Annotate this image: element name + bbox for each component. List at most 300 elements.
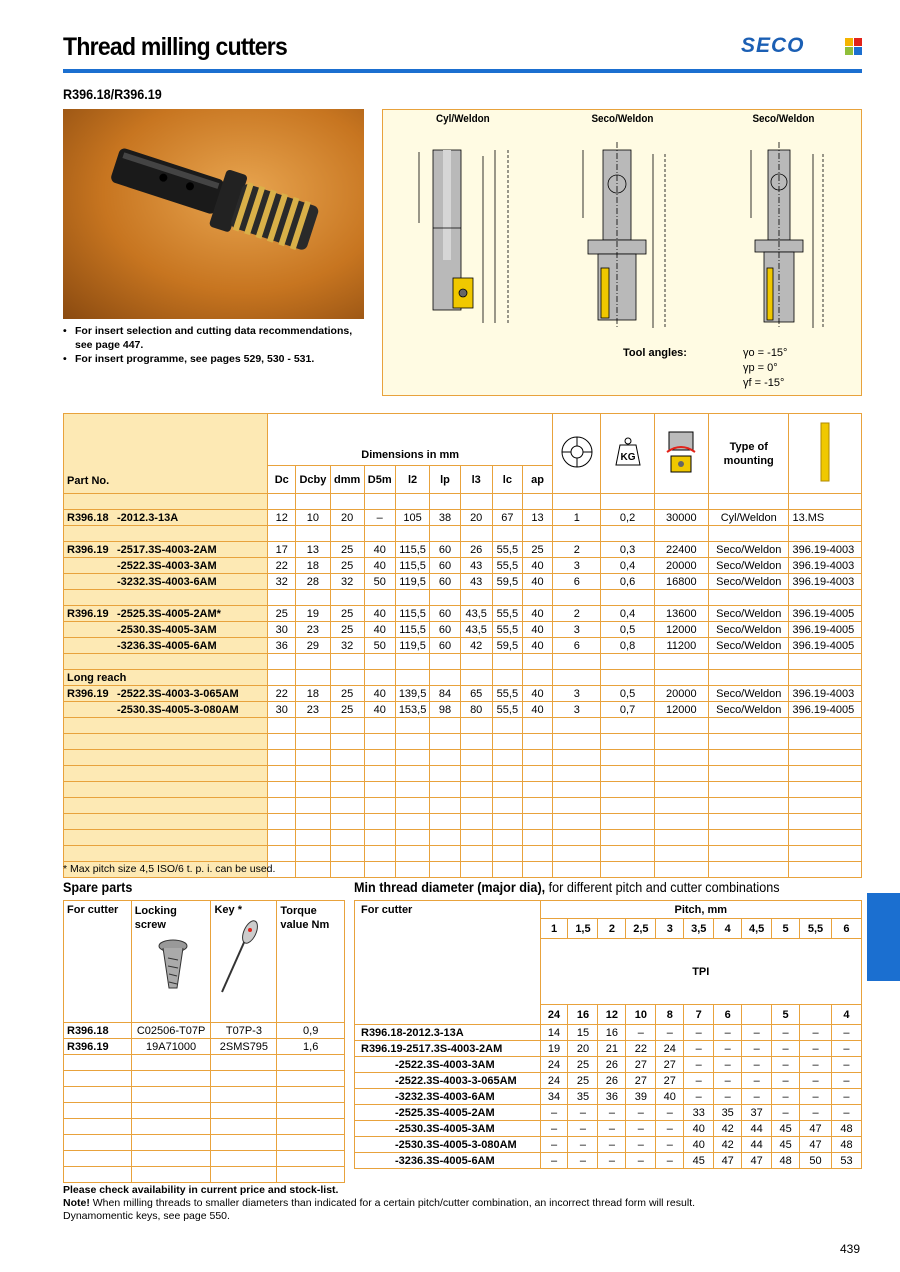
table-cell <box>460 734 492 750</box>
table-cell: – <box>742 1073 772 1089</box>
table-cell <box>522 798 552 814</box>
table-cell <box>395 862 430 878</box>
table-cell: 55,5 <box>492 558 522 574</box>
table-cell: 115,5 <box>395 558 430 574</box>
table-cell <box>296 814 330 830</box>
tpi-value: 4 <box>831 1005 861 1025</box>
table-cell <box>492 494 522 510</box>
table-cell <box>296 526 330 542</box>
table-cell: 1,6 <box>277 1039 345 1055</box>
part-prefix: R396.19 <box>67 607 109 620</box>
logo-mark-icon <box>845 38 862 55</box>
table-cell <box>492 654 522 670</box>
table-cell: – <box>800 1041 832 1057</box>
table-cell <box>277 1071 345 1087</box>
table-cell: 37 <box>742 1105 772 1121</box>
min-header-cutter: For cutter <box>355 901 541 1025</box>
note-label: Note! <box>63 1197 90 1209</box>
table-cell <box>268 494 296 510</box>
table-row <box>64 798 862 814</box>
part-code: -2525.3S-4005-2AM* <box>117 607 221 620</box>
table-cell: – <box>626 1121 656 1137</box>
table-cell: 40 <box>656 1089 684 1105</box>
table-cell: 119,5 <box>395 638 430 654</box>
table-cell <box>601 526 654 542</box>
table-cell <box>460 782 492 798</box>
table-cell <box>654 590 708 606</box>
part-code: -2530.3S-4005-3-080AM <box>117 703 239 716</box>
table-cell <box>364 526 395 542</box>
table-cell: 40 <box>364 686 395 702</box>
table-cell <box>330 590 364 606</box>
table-cell: 18 <box>296 558 330 574</box>
table-cell: – <box>656 1137 684 1153</box>
header-rule <box>63 69 862 73</box>
table-row <box>64 686 862 702</box>
table-cell <box>601 494 654 510</box>
table-cell <box>296 782 330 798</box>
part-number <box>64 510 268 526</box>
table-cell <box>789 718 862 734</box>
table-cell <box>492 782 522 798</box>
col-dmm: dmm <box>330 466 364 494</box>
table-cell: 396.19-4005 <box>789 638 862 654</box>
table-cell: 29 <box>296 638 330 654</box>
footnote: * Max pitch size 4,5 ISO/6 t. p. i. can be used. <box>63 863 276 875</box>
table-cell <box>211 1167 277 1183</box>
table-cell: 3 <box>553 622 601 638</box>
table-cell <box>395 734 430 750</box>
weight-kg-label: KG <box>620 452 636 463</box>
table-cell: 0,9 <box>277 1023 345 1039</box>
table-cell <box>789 814 862 830</box>
pitch-value: 2,5 <box>626 919 656 939</box>
table-cell: 26 <box>598 1073 626 1089</box>
key-wrench-icon <box>789 414 862 494</box>
table-cell: 22 <box>268 558 296 574</box>
pitch-value: 5 <box>772 919 800 939</box>
table-row <box>64 510 862 526</box>
table-cell <box>430 830 460 846</box>
table-cell <box>789 798 862 814</box>
table-cell: 40 <box>364 558 395 574</box>
table-row <box>355 1073 862 1089</box>
table-cell: 45 <box>772 1137 800 1153</box>
min-thread-title-bold: Min thread diameter (major dia), <box>354 879 546 895</box>
table-cell: 84 <box>430 686 460 702</box>
table-cell: 3 <box>553 702 601 718</box>
table-cell <box>654 862 708 878</box>
table-cell: 0,4 <box>601 606 654 622</box>
table-row <box>64 750 862 766</box>
table-cell: 50 <box>364 638 395 654</box>
warning-note <box>63 1197 695 1210</box>
table-cell: – <box>831 1089 861 1105</box>
table-cell: 2 <box>553 542 601 558</box>
table-cell <box>553 734 601 750</box>
table-row <box>64 654 862 670</box>
table-cell: 43,5 <box>460 622 492 638</box>
cutter-name: R396.19-2517.3S-4003-2AM <box>355 1041 541 1057</box>
table-cell: 13600 <box>654 606 708 622</box>
table-cell: 396.19-4005 <box>789 702 862 718</box>
table-cell <box>553 798 601 814</box>
table-cell: Seco/Weldon <box>709 702 789 718</box>
table-row <box>64 702 862 718</box>
table-cell <box>277 1167 345 1183</box>
table-cell: 20 <box>460 510 492 526</box>
col-dcby: Dcby <box>296 466 330 494</box>
table-cell <box>330 766 364 782</box>
table-cell: R396.18 <box>64 1023 132 1039</box>
table-cell: 35 <box>714 1105 742 1121</box>
col-d5m: D5m <box>364 466 395 494</box>
table-cell: 30000 <box>654 510 708 526</box>
table-cell <box>654 782 708 798</box>
table-cell: 55,5 <box>492 606 522 622</box>
table-cell <box>277 1103 345 1119</box>
table-cell: R396.19 <box>64 1039 132 1055</box>
table-cell: 14 <box>540 1025 568 1041</box>
part-number <box>64 830 268 846</box>
table-cell <box>64 1151 132 1167</box>
table-cell: 396.19-4005 <box>789 606 862 622</box>
table-cell <box>430 526 460 542</box>
spare-header-screw: Locking screw <box>134 905 177 931</box>
table-cell <box>492 718 522 734</box>
table-cell <box>364 494 395 510</box>
table-cell <box>330 782 364 798</box>
table-cell <box>296 494 330 510</box>
table-row <box>64 542 862 558</box>
table-cell: 33 <box>684 1105 714 1121</box>
table-cell: – <box>684 1041 714 1057</box>
table-cell: – <box>540 1105 568 1121</box>
table-cell: – <box>568 1137 598 1153</box>
table-cell <box>709 734 789 750</box>
table-cell <box>330 718 364 734</box>
table-cell: – <box>714 1041 742 1057</box>
table-cell <box>131 1071 211 1087</box>
table-row <box>355 1025 862 1041</box>
table-cell: 26 <box>460 542 492 558</box>
table-cell <box>654 798 708 814</box>
table-cell <box>460 654 492 670</box>
table-cell: 32 <box>330 574 364 590</box>
table-row <box>64 1055 345 1071</box>
main-dimensions-table <box>63 413 862 878</box>
table-cell: 25 <box>330 542 364 558</box>
table-cell: – <box>772 1105 800 1121</box>
table-cell: 80 <box>460 702 492 718</box>
table-cell: 396.19-4003 <box>789 686 862 702</box>
part-number <box>64 606 268 622</box>
table-cell <box>296 830 330 846</box>
product-photo <box>63 109 364 319</box>
table-row <box>64 1119 345 1135</box>
table-cell <box>492 862 522 878</box>
tpi-value: 7 <box>684 1005 714 1025</box>
table-row <box>64 1151 345 1167</box>
table-cell: 60 <box>430 622 460 638</box>
table-cell: – <box>568 1153 598 1169</box>
table-cell: – <box>684 1057 714 1073</box>
table-cell <box>460 862 492 878</box>
table-cell: 30 <box>268 622 296 638</box>
table-cell: 25 <box>522 542 552 558</box>
tpi-value: 6 <box>714 1005 742 1025</box>
table-cell: 34 <box>540 1089 568 1105</box>
table-cell: 19 <box>540 1041 568 1057</box>
table-cell: 17 <box>268 542 296 558</box>
table-cell <box>296 846 330 862</box>
table-cell: 16 <box>598 1025 626 1041</box>
brand-name: SECO <box>741 34 805 57</box>
table-cell: – <box>831 1073 861 1089</box>
section-tab <box>867 893 900 981</box>
table-cell: 22 <box>268 686 296 702</box>
table-cell <box>430 846 460 862</box>
table-cell <box>268 798 296 814</box>
table-cell <box>131 1119 211 1135</box>
table-cell <box>277 1119 345 1135</box>
pitch-value: 4,5 <box>742 919 772 939</box>
table-cell: 55,5 <box>492 702 522 718</box>
table-cell: – <box>742 1041 772 1057</box>
table-row <box>355 1041 862 1057</box>
part-prefix: R396.19 <box>67 687 109 700</box>
table-cell <box>268 814 296 830</box>
table-cell: – <box>540 1153 568 1169</box>
table-cell: 40 <box>522 606 552 622</box>
section-subtitle: R396.18/R396.19 <box>63 86 162 102</box>
table-row <box>64 574 862 590</box>
table-cell <box>395 750 430 766</box>
tpi-value: 8 <box>656 1005 684 1025</box>
table-cell: 23 <box>296 702 330 718</box>
table-cell <box>430 750 460 766</box>
table-cell: 15 <box>568 1025 598 1041</box>
table-cell: 26 <box>598 1057 626 1073</box>
table-cell <box>296 734 330 750</box>
table-cell <box>460 830 492 846</box>
table-cell <box>430 654 460 670</box>
min-thread-title-rest: for different pitch and cutter combinations <box>545 879 780 895</box>
table-cell: 396.19-4003 <box>789 542 862 558</box>
tool-diagram <box>382 109 862 396</box>
table-cell <box>709 862 789 878</box>
table-cell <box>296 750 330 766</box>
table-cell: 115,5 <box>395 542 430 558</box>
table-cell: 115,5 <box>395 622 430 638</box>
table-cell <box>211 1119 277 1135</box>
key-tool-icon <box>214 916 264 996</box>
table-cell: 25 <box>330 622 364 638</box>
table-cell: 40 <box>522 638 552 654</box>
table-cell <box>522 718 552 734</box>
col-l2: l2 <box>395 466 430 494</box>
table-cell: 39 <box>626 1089 656 1105</box>
part-number <box>64 654 268 670</box>
table-cell <box>522 766 552 782</box>
table-row <box>64 1039 345 1055</box>
table-cell <box>64 1103 132 1119</box>
spare-header-cutter: For cutter <box>64 901 132 1023</box>
table-cell: 40 <box>522 702 552 718</box>
table-cell: – <box>656 1153 684 1169</box>
table-cell <box>211 1071 277 1087</box>
table-cell: – <box>684 1073 714 1089</box>
table-cell <box>395 782 430 798</box>
cutter-name: -2522.3S-4003-3-065AM <box>355 1073 541 1089</box>
table-cell: 115,5 <box>395 606 430 622</box>
table-cell <box>601 718 654 734</box>
table-cell <box>395 766 430 782</box>
table-cell: 40 <box>364 622 395 638</box>
table-cell <box>330 654 364 670</box>
table-cell <box>268 526 296 542</box>
table-cell <box>553 830 601 846</box>
table-cell: 0,4 <box>601 558 654 574</box>
table-cell <box>268 766 296 782</box>
diagram-label: Cyl/Weldon <box>435 113 490 125</box>
table-cell <box>601 830 654 846</box>
table-cell <box>364 782 395 798</box>
table-row <box>64 766 862 782</box>
table-cell: 28 <box>296 574 330 590</box>
table-cell: 6 <box>553 638 601 654</box>
table-cell <box>296 862 330 878</box>
table-cell: 47 <box>742 1153 772 1169</box>
table-cell <box>430 782 460 798</box>
table-cell <box>709 526 789 542</box>
table-cell <box>553 814 601 830</box>
table-cell: Seco/Weldon <box>709 638 789 654</box>
table-cell: 25 <box>330 686 364 702</box>
table-cell: 43 <box>460 574 492 590</box>
table-cell: 27 <box>626 1057 656 1073</box>
table-row <box>64 814 862 830</box>
spare-header-torque: Torque value Nm <box>277 901 345 1023</box>
table-cell <box>709 590 789 606</box>
table-cell <box>268 782 296 798</box>
table-cell <box>364 590 395 606</box>
part-number <box>64 750 268 766</box>
part-number <box>64 638 268 654</box>
table-cell: 47 <box>800 1121 832 1137</box>
table-cell <box>211 1087 277 1103</box>
part-code: -2522.3S-4003-3-065AM <box>117 687 239 700</box>
table-cell: 60 <box>430 558 460 574</box>
table-cell: 20000 <box>654 686 708 702</box>
part-number <box>64 622 268 638</box>
table-cell: 0,7 <box>601 702 654 718</box>
dimensions-header: Dimensions in mm <box>268 414 553 466</box>
tool-angle: γp = 0° <box>743 362 778 374</box>
pitch-value: 1,5 <box>568 919 598 939</box>
part-number <box>64 766 268 782</box>
table-row <box>64 606 862 622</box>
cutter-name: -2525.3S-4005-2AM <box>355 1105 541 1121</box>
table-cell: 25 <box>330 558 364 574</box>
table-cell <box>330 494 364 510</box>
table-cell: 19A71000 <box>131 1039 211 1055</box>
table-cell: 44 <box>742 1121 772 1137</box>
table-cell: 11200 <box>654 638 708 654</box>
part-number <box>64 558 268 574</box>
table-row <box>64 718 862 734</box>
table-cell <box>131 1055 211 1071</box>
table-cell <box>64 1055 132 1071</box>
table-cell <box>789 670 862 686</box>
table-cell <box>460 526 492 542</box>
table-cell: – <box>684 1089 714 1105</box>
table-cell: Seco/Weldon <box>709 542 789 558</box>
table-cell <box>131 1103 211 1119</box>
table-cell <box>268 846 296 862</box>
table-cell <box>553 494 601 510</box>
table-cell <box>430 590 460 606</box>
table-cell: – <box>540 1121 568 1137</box>
table-cell <box>789 494 862 510</box>
table-cell <box>395 798 430 814</box>
pitch-value: 1 <box>540 919 568 939</box>
table-cell <box>296 670 330 686</box>
table-cell: – <box>800 1105 832 1121</box>
page-number: 439 <box>840 1242 861 1256</box>
table-cell <box>789 526 862 542</box>
table-cell <box>330 670 364 686</box>
table-cell <box>654 766 708 782</box>
table-cell <box>789 830 862 846</box>
table-cell: 0,6 <box>601 574 654 590</box>
part-prefix: R396.18 <box>67 511 109 524</box>
locking-screw-icon <box>153 938 193 998</box>
table-cell: 48 <box>772 1153 800 1169</box>
table-cell <box>430 734 460 750</box>
pitch-value: 2 <box>598 919 626 939</box>
table-cell: 18 <box>296 686 330 702</box>
group-label: Long reach <box>64 670 268 686</box>
table-cell: – <box>626 1137 656 1153</box>
table-cell: 20 <box>568 1041 598 1057</box>
min-thread-title <box>354 879 780 895</box>
table-cell: 0,5 <box>601 622 654 638</box>
part-number <box>64 782 268 798</box>
table-cell: 396.19-4003 <box>789 574 862 590</box>
table-cell <box>460 814 492 830</box>
part-number <box>64 718 268 734</box>
table-row <box>64 494 862 510</box>
table-cell: 60 <box>430 542 460 558</box>
table-cell: 27 <box>656 1073 684 1089</box>
table-cell: 22 <box>626 1041 656 1057</box>
table-row <box>355 1137 862 1153</box>
table-cell <box>553 526 601 542</box>
pitch-value: 3,5 <box>684 919 714 939</box>
part-code: -2517.3S-4003-2AM <box>117 543 217 556</box>
table-cell: 20 <box>330 510 364 526</box>
table-cell: 98 <box>430 702 460 718</box>
table-cell <box>330 750 364 766</box>
table-row <box>64 526 862 542</box>
table-cell: 42 <box>714 1121 742 1137</box>
part-code: -3232.3S-4003-6AM <box>117 575 217 588</box>
tpi-value <box>742 1005 772 1025</box>
table-cell <box>364 750 395 766</box>
part-no-header: Part No. <box>64 414 268 494</box>
table-cell <box>430 814 460 830</box>
